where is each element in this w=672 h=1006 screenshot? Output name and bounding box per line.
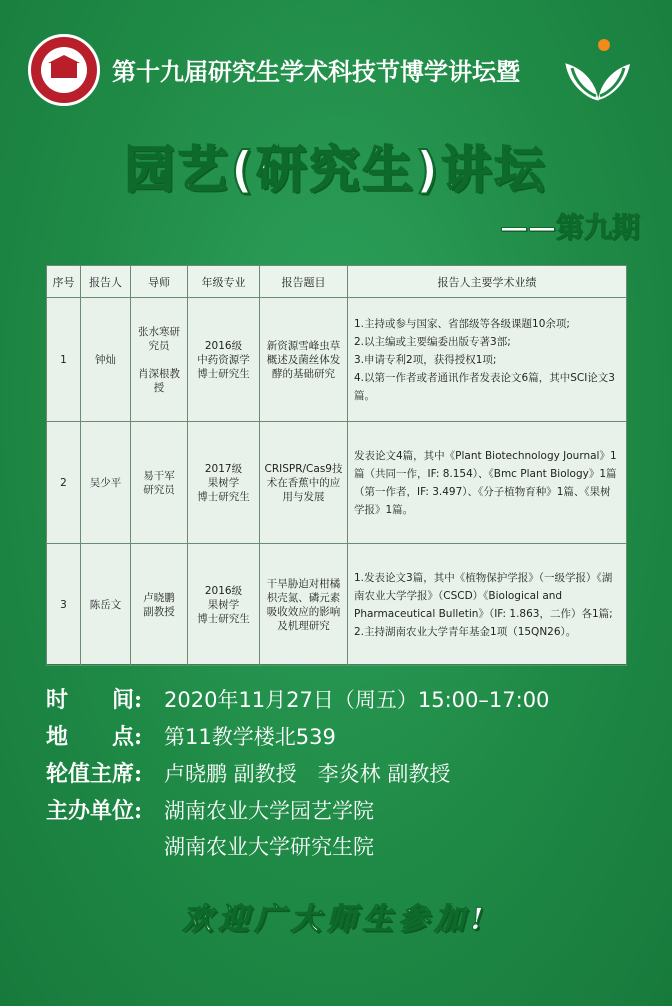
cell-major: 2016级 果树学 博士研究生 (188, 544, 260, 666)
info-host (46, 757, 450, 788)
cell-no: 3 (47, 544, 81, 666)
cell-no: 1 (47, 298, 81, 422)
cell-advisor: 卢晓鹏 副教授 (131, 544, 188, 666)
info-time (46, 683, 549, 714)
cell-topic: 新资源雪峰虫草概述及菌丝体发酵的基础研究 (260, 298, 348, 422)
welcome-text: 欢迎广大师生参加! (182, 902, 490, 937)
host-value: 卢晓鹏 副教授 李炎林 副教授 (164, 762, 451, 786)
place-label: 地 点: (46, 724, 143, 750)
cell-achievements: 1.主持或参与国家、省部级等各级课题10余项; 2.以主编或主要编委出版专著3部; 3.申请专利2项，获得授权1项; 4.以第一作者或者通讯作者发表论文6篇，其中SCI论文3篇。 (348, 298, 627, 422)
cell-topic: CRISPR/Cas9技术在香蕉中的应用与发展 (260, 422, 348, 544)
col-header-topic: 报告题目 (260, 266, 348, 298)
table-header-row (47, 266, 627, 298)
organizer-value-2: 湖南农业大学研究生院 (164, 835, 374, 859)
host-label: 轮值主席: (46, 761, 143, 787)
cell-no: 2 (47, 422, 81, 544)
leaf-logo-icon (560, 36, 636, 106)
organizer-value-1: 湖南农业大学园艺学院 (164, 799, 374, 823)
main-title: 园艺(研究生)讲坛 (124, 141, 548, 199)
cell-speaker: 陈岳文 (81, 544, 131, 666)
info-organizer-2 (164, 831, 374, 861)
schedule-table (46, 265, 626, 664)
cell-speaker: 钟灿 (81, 298, 131, 422)
col-header-advisor: 导师 (131, 266, 188, 298)
info-place (46, 720, 336, 751)
cell-advisor: 张水寒研究员 肖深根教授 (131, 298, 188, 422)
col-header-no: 序号 (47, 266, 81, 298)
col-header-achievements: 报告人主要学术业绩 (348, 266, 627, 298)
info-organizer (46, 794, 374, 825)
cell-achievements: 发表论文4篇，其中《Plant Biotechnology Journal》1篇（共同一作，IF: 8.154）、《Bmc Plant Biology》1篇（第一作者，IF: 3.497）、《分子植物育种》1篇、《果树学报》1篇。 (348, 422, 627, 544)
organizer-label: 主办单位: (46, 798, 143, 824)
time-label: 时 间: (46, 687, 143, 713)
cell-achievements: 1.发表论文3篇，其中《植物保护学报》（一级学报）《湖南农业大学学报》（CSCD）《Biological and Pharmaceutical Bulletin》（IF: 1.863，二作）各1篇; 2.主持湖南农业大学青年基金1项（15QN26）。 (348, 544, 627, 666)
col-header-major: 年级专业 (188, 266, 260, 298)
cell-topic: 干旱胁迫对柑橘枳壳氮、磷元素吸收效应的影响及机理研究 (260, 544, 348, 666)
issue-number: ——第九期 (499, 211, 640, 244)
time-value: 2020年11月27日（周五）15:00–17:00 (164, 688, 550, 712)
table-row (47, 298, 627, 422)
header-title: 第十九届研究生学术科技节博学讲坛暨 (112, 57, 520, 86)
university-seal-icon (28, 34, 100, 106)
cell-speaker: 吴少平 (81, 422, 131, 544)
table-row (47, 544, 627, 666)
cell-major: 2017级 果树学 博士研究生 (188, 422, 260, 544)
place-value: 第11教学楼北539 (164, 725, 336, 749)
cell-advisor: 易干军 研究员 (131, 422, 188, 544)
cell-major: 2016级 中药资源学 博士研究生 (188, 298, 260, 422)
table-row (47, 422, 627, 544)
col-header-speaker: 报告人 (81, 266, 131, 298)
